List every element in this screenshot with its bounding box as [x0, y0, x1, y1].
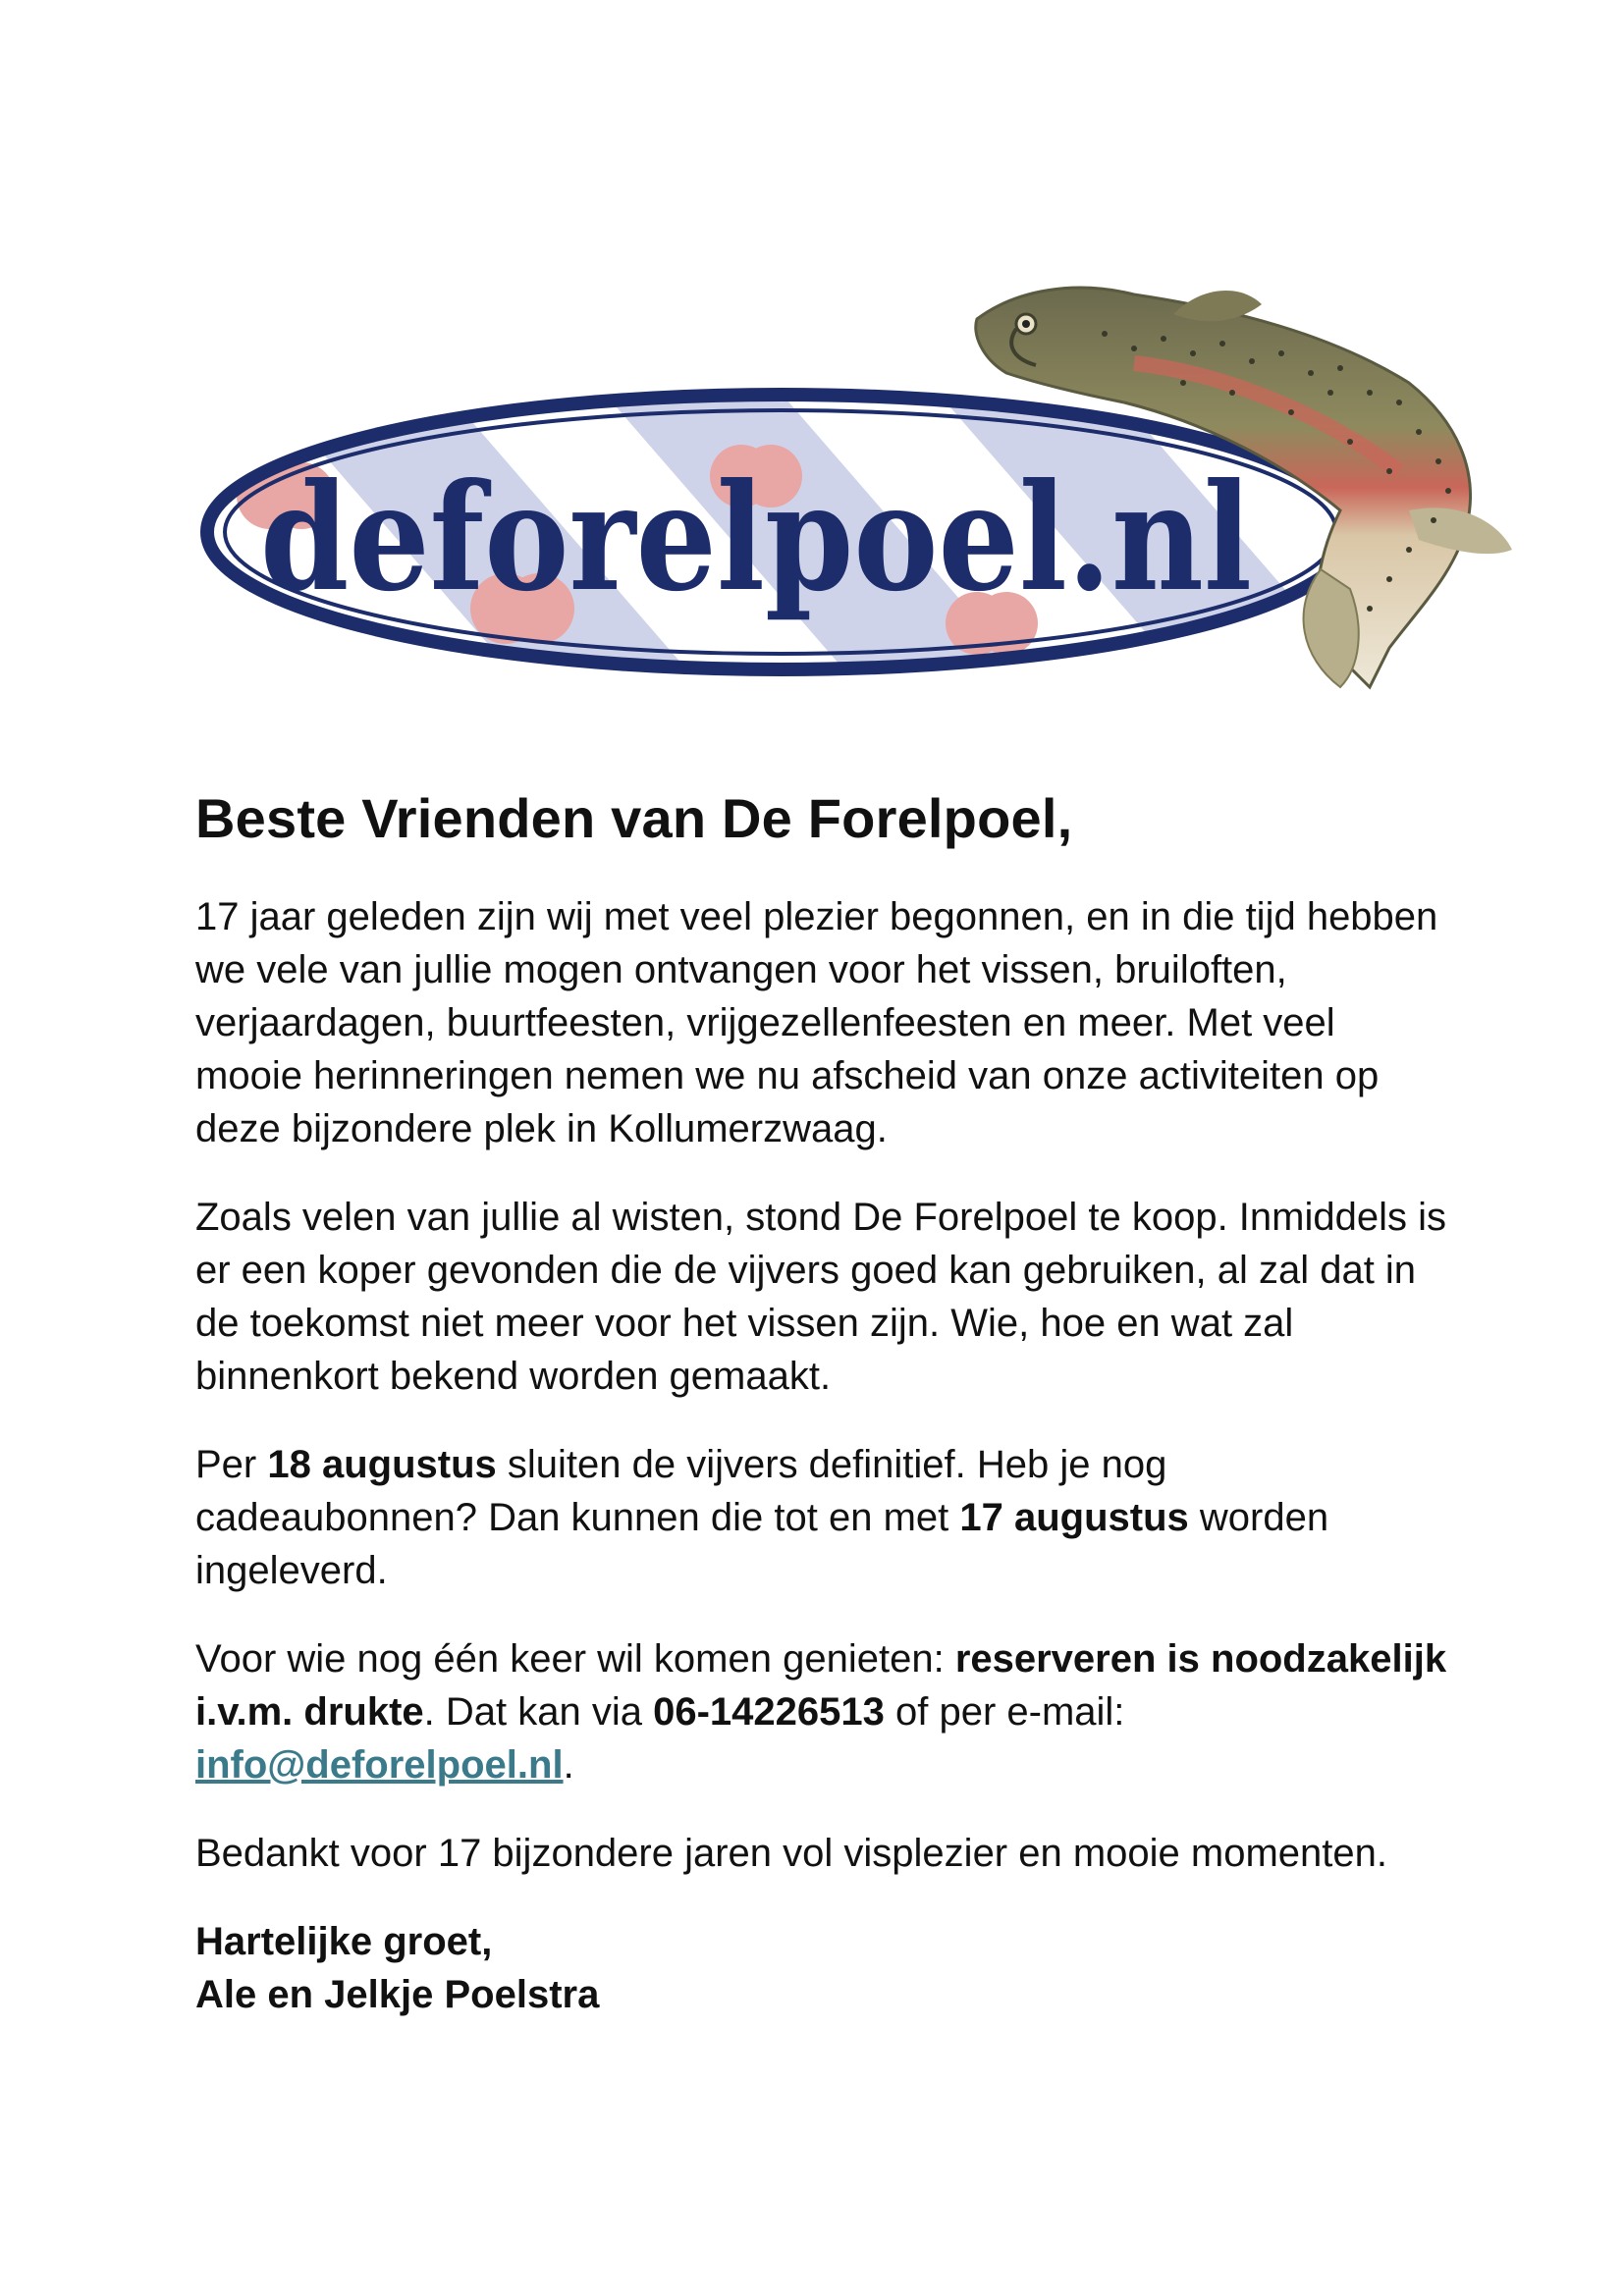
letter-heading: Beste Vrienden van De Forelpoel,	[195, 787, 1073, 849]
voucher-deadline: 17 augustus	[959, 1496, 1189, 1540]
signature	[195, 1915, 1452, 2021]
text-fragment: Voor wie nog één keer wil komen genieten:	[195, 1637, 955, 1682]
paragraph-reservation	[195, 1632, 1452, 1791]
text-fragment: .	[563, 1743, 574, 1788]
greeting: Hartelijke groet,	[195, 1920, 493, 1964]
text-fragment: Per	[195, 1443, 268, 1487]
paragraph-intro: 17 jaar geleden zijn wij met veel plezier begonnen, en in die tijd hebben we vele van jullie mogen ontvangen voor het vissen, bruiloften, verjaardagen, buurtfeesten, vrijgezellenfeesten en meer. Met veel mooie herinneringen nemen we nu afscheid van onze activiteiten op deze bijzondere plek in Kollumerzwaag.	[195, 895, 1438, 1151]
signature-names: Ale en Jelkje Poelstra	[195, 1973, 600, 2017]
text-fragment: sluiten de vijvers definitief. Heb je nog cadeaubonnen? Dan kunnen die tot en met	[195, 1443, 1167, 1540]
email-link[interactable]: info@deforelpoel.nl	[195, 1743, 564, 1788]
text-fragment: . Dat kan via	[423, 1690, 654, 1735]
logo-wordmark: deforelpoel.nl	[260, 452, 1252, 624]
letter-body	[195, 785, 1452, 2056]
logo	[191, 275, 1566, 707]
paragraph-sale: Zoals velen van jullie al wisten, stond De Forelpoel te koop. Inmiddels is er een koper gevonden die de vijvers goed kan gebruiken, al zal dat in de toekomst niet meer voor het vissen zijn. Wie, hoe en wat zal binnenkort bekend worden gemaakt.	[195, 1196, 1446, 1399]
closing-date: 18 augustus	[267, 1443, 497, 1487]
text-fragment: worden ingeleverd.	[195, 1496, 1329, 1593]
phone-number: 06-14226513	[653, 1690, 885, 1735]
paragraph-closing-dates	[195, 1438, 1452, 1597]
text-fragment: of per e-mail:	[884, 1690, 1125, 1735]
reservation-notice: reserveren is noodzakelijk i.v.m. drukte	[195, 1637, 1447, 1735]
paragraph-thanks: Bedankt voor 17 bijzondere jaren vol visplezier en mooie momenten.	[195, 1832, 1388, 1876]
